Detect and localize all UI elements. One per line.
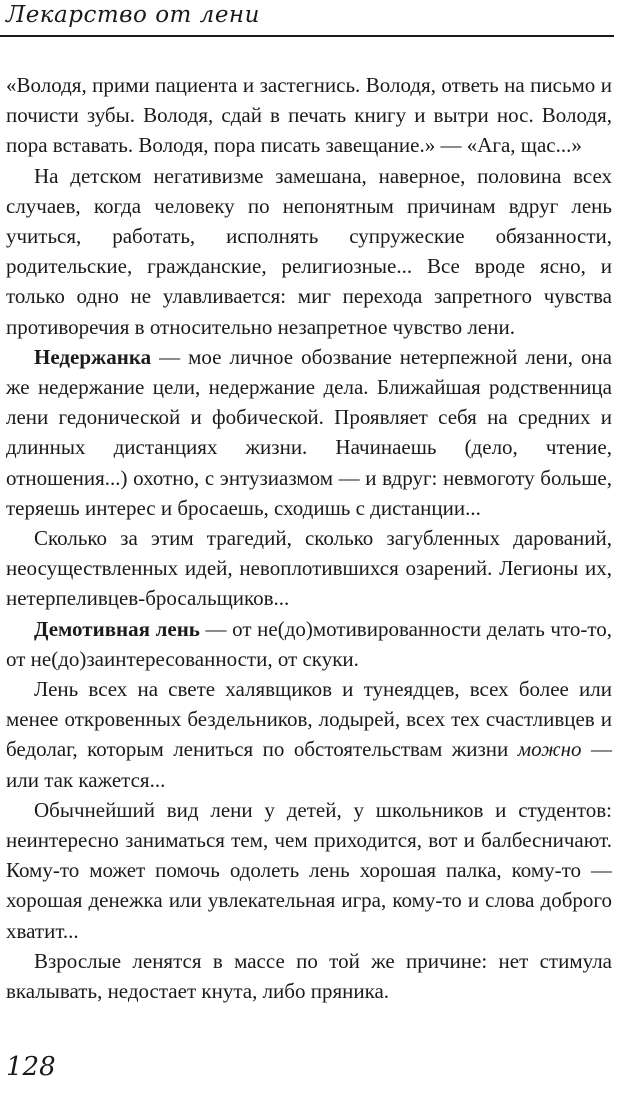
text-run: Взрослые ленятся в массе по той же причине: нет стимула вкалывать, недостает кнута, либо пряника. [6,948,612,1004]
paragraph [6,795,612,946]
text-run: — от не(до)мотивированности делать что-то, от не(до)заинтересованности, от скуки. [6,616,612,671]
text-run: Лень всех на свете халявщиков и тунеядцев, всех более или менее откровенных бездельников, лодырей, всех тех счастливцев и бедолаг, которым лениться по обстоятельствам жизни [6,677,612,762]
body-text [6,70,612,1006]
emphasis: можно [517,737,582,762]
paragraph [6,946,612,1006]
term-heading: Демотивная лень [34,616,200,641]
paragraph [6,161,612,342]
paragraph [6,614,612,674]
text-run: На детском негативизме замешана, наверное, половина всех случаев, когда человеку по непонятным причинам вдруг лень учиться, работать, исполнять супружеские обязанности, родительские, гражданские, религиозные... Все вроде ясно, и только одно не улавливается: миг перехода запретного чувства противоречия в относительно незапретное чувство лени. [6,163,612,339]
paragraph [6,523,612,614]
text-run: «Володя, прими пациента и застегнись. Володя, ответь на письмо и почисти зубы. Володя, сдай в печать книгу и вытри нос. Володя, пора вставать. Володя, пора писать завещание.» — «Ага, щас...» [6,73,612,158]
text-run: Сколько за этим трагедий, сколько загубленных дарований, неосуществленных идей, невоплотившихся озарений. Легионы их, нетерпеливцев-бросальщиков... [6,526,612,611]
text-run: Обычнейший вид лени у детей, у школьников и студентов: неинтересно заниматься тем, чем приходится, вот и балбесничают. Кому-то может помочь одолеть лень хорошая палка, кому-то — хорошая денежка или увлекательная игра, кому-то и слова доброго хватит... [6,797,612,943]
page-number: 128 [6,1052,56,1082]
paragraph [6,674,612,795]
paragraph [6,342,612,523]
text-run: — или так кажется... [6,737,612,792]
header-rule [0,35,614,37]
running-head: Лекарство от лени [6,2,260,28]
paragraph [6,70,612,161]
text-run: — мое личное обозвание нетерпежной лени, она же недержание цели, недержание дела. Ближайшая родственница лени гедонической и фобической. Проявляет себя на средних и длинных дистанциях жизни. Начинаешь (дело, чтение, отношения...) охотно, с энтузиазмом — и вдруг: невмоготу больше, теряешь интерес и бросаешь, сходишь с дистанции... [6,344,612,520]
term-heading: Недержанка [34,344,152,369]
